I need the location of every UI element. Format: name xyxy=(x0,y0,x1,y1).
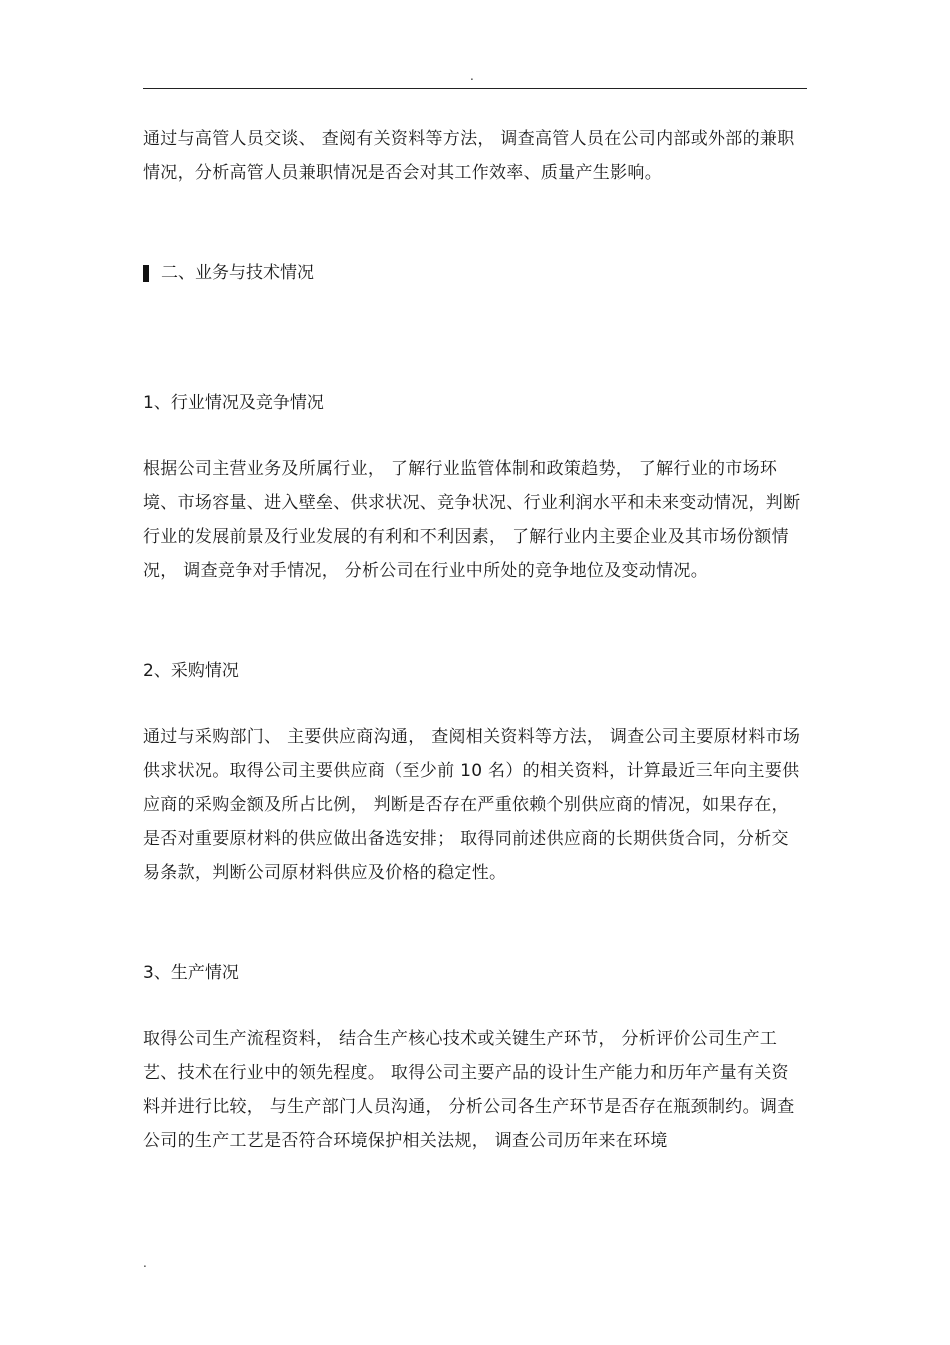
document-body xyxy=(143,122,803,1158)
paragraph-purchase: 通过与采购部门、 主要供应商沟通， 查阅相关资料等方法， 调查公司主要原材料市场供求状况。取得公司主要供应商（至少前 10 名）的相关资料，计算最近三年向主要供应商的采购金额及所占比例， 判断是否存在严重依赖个别供应商的情况，如果存在， 是否对重要原材料的供应做出备选安排； 取得同前述供应商的长期供货合同，分析交易条款，判断公司原材料供应及价格的稳定性。 xyxy=(143,727,801,883)
subheading-industry: 1、行业情况及竞争情况 xyxy=(143,393,324,413)
subheading-production: 3、生产情况 xyxy=(143,963,239,983)
paragraph-intro: 通过与高管人员交谈、 查阅有关资料等方法， 调查高管人员在公司内部或外部的兼职情况，分析高管人员兼职情况是否会对其工作效率、质量产生影响。 xyxy=(143,129,795,183)
header-mark: . xyxy=(470,69,474,83)
footer-mark: . xyxy=(143,1256,147,1270)
header-rule xyxy=(143,88,807,89)
paragraph-production: 取得公司生产流程资料， 结合生产核心技术或关键生产环节， 分析评价公司生产工艺、技术在行业中的领先程度。 取得公司主要产品的设计生产能力和历年产量有关资料并进行比较， 与生产部门人员沟通， 分析公司各生产环节是否存在瓶颈制约。调查公司的生产工艺是否符合环境保护相关法规， 调查公司历年来在环境 xyxy=(143,1029,795,1151)
section-bar-icon xyxy=(143,265,149,282)
paragraph-industry: 根据公司主营业务及所属行业， 了解行业监管体制和政策趋势， 了解行业的市场环境、市场容量、进入壁垒、供求状况、竞争状况、行业利润水平和未来变动情况，判断行业的发展前景及行业发展的有利和不利因素， 了解行业内主要企业及其市场份额情况， 调查竞争对手情况， 分析公司在行业中所处的竞争地位及变动情况。 xyxy=(143,459,801,581)
section-heading xyxy=(143,256,803,290)
section-heading-text: 二、业务与技术情况 xyxy=(161,263,314,283)
subheading-purchase: 2、采购情况 xyxy=(143,661,239,681)
